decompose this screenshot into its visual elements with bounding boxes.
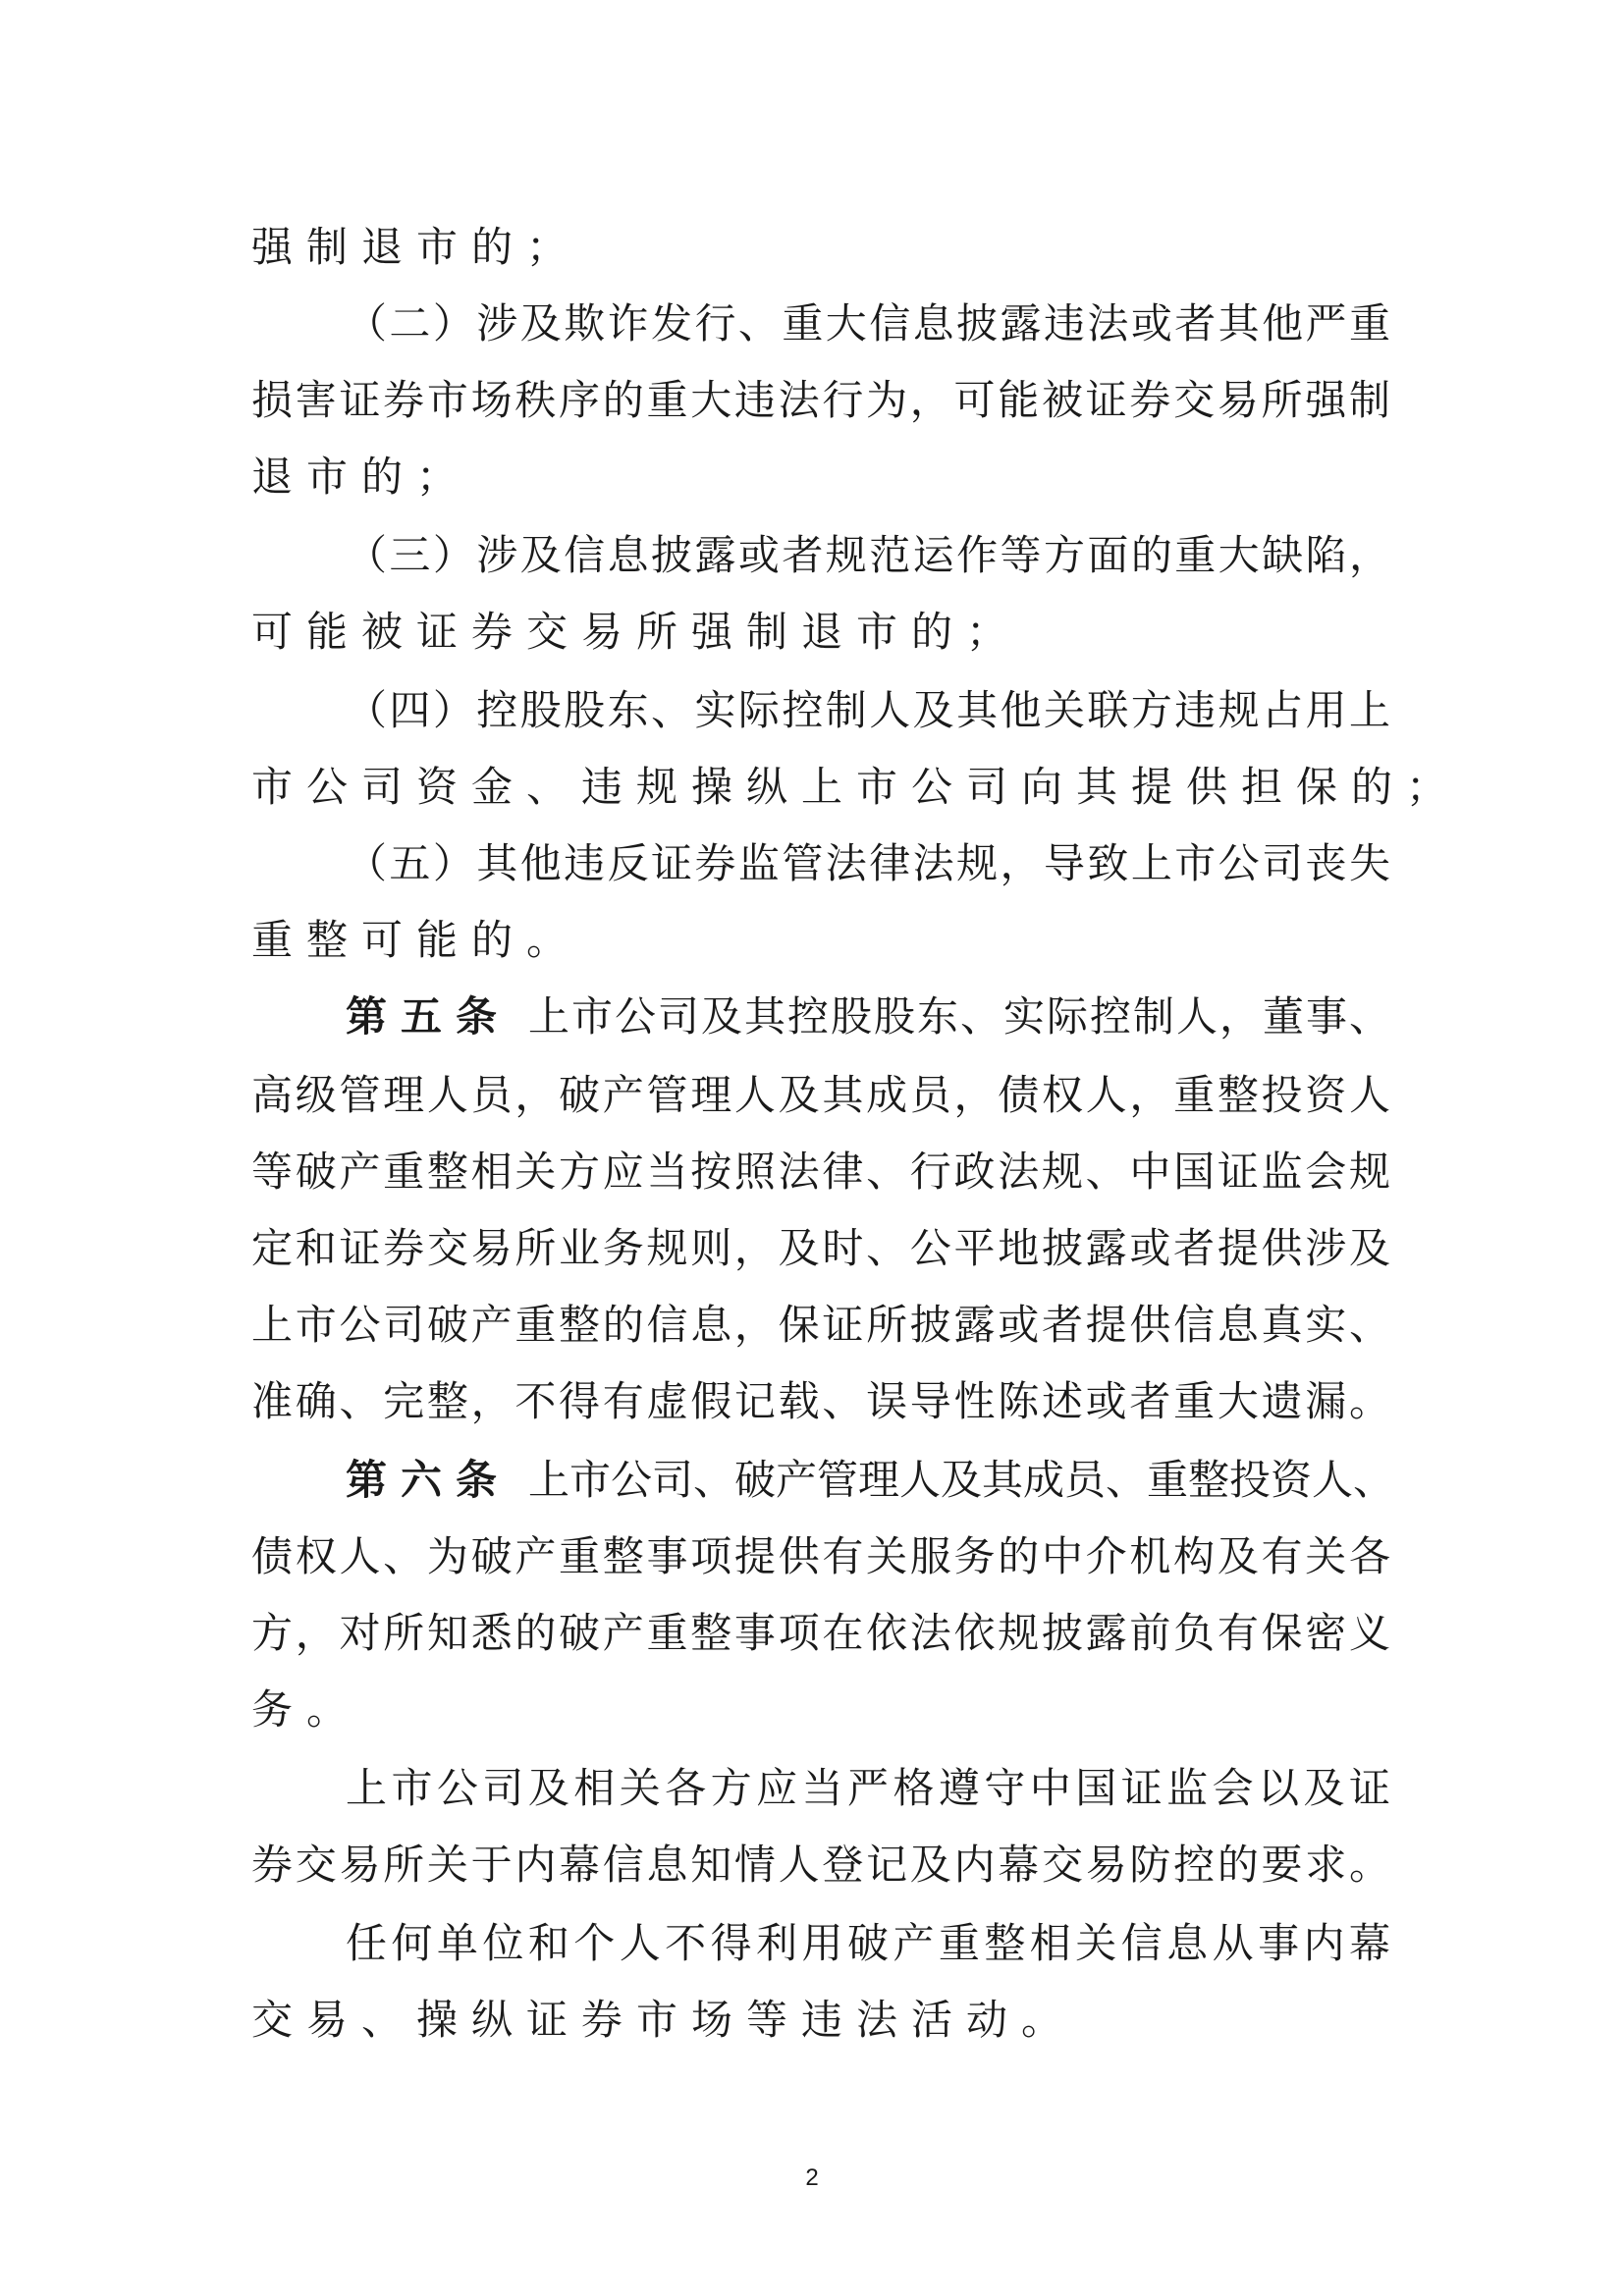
text-line: 券交易所关于内幕信息知情人登记及内幕交易防控的要求。 bbox=[251, 1841, 1390, 1889]
text-line: 等破产重整相关方应当按照法律、行政法规、中国证监会规 bbox=[251, 1148, 1390, 1196]
text-line: 上市公司及相关各方应当严格遵守中国证监会以及证 bbox=[346, 1764, 1390, 1812]
article-six-label: 第六条 bbox=[346, 1456, 512, 1504]
text-line: （二）涉及欺诈发行、重大信息披露违法或者其他严重 bbox=[346, 299, 1390, 347]
text-line: 上市公司破产重整的信息，保证所披露或者提供信息真实、 bbox=[251, 1301, 1390, 1349]
page-number: 2 bbox=[805, 2164, 819, 2191]
text-line: （四）控股股东、实际控制人及其他关联方违规占用上 bbox=[346, 686, 1390, 734]
text-line: 定和证券交易所业务规则，及时、公平地披露或者提供涉及 bbox=[251, 1224, 1390, 1272]
text-line: （三）涉及信息披露或者规范运作等方面的重大缺陷， bbox=[346, 531, 1390, 579]
text-line: 重整可能的。 bbox=[251, 916, 582, 964]
text-line: 债权人、为破产重整事项提供有关服务的中介机构及有关各 bbox=[251, 1532, 1390, 1580]
article-six-heading-line bbox=[346, 1445, 1395, 1516]
text-line: 损害证券市场秩序的重大违法行为，可能被证券交易所强制 bbox=[251, 376, 1390, 424]
text-line: 可能被证券交易所强制退市的； bbox=[251, 608, 1022, 656]
text-line: 强制退市的； bbox=[251, 223, 582, 271]
text-line: 方，对所知悉的破产重整事项在依法依规披露前负有保密义 bbox=[251, 1609, 1390, 1657]
text-line: 高级管理人员，破产管理人及其成员，债权人，重整投资人 bbox=[251, 1071, 1390, 1119]
text-line: 上市公司及其控股股东、实际控制人，董事、 bbox=[528, 992, 1390, 1041]
text-line: 上市公司、破产管理人及其成员、重整投资人、 bbox=[528, 1456, 1395, 1504]
text-line: 务。 bbox=[251, 1685, 362, 1734]
text-line: 任何单位和个人不得利用破产重整相关信息从事内幕 bbox=[346, 1919, 1390, 1967]
text-line: 交易、操纵证券市场等违法活动。 bbox=[251, 1996, 1077, 2044]
text-line: 市公司资金、违规操纵上市公司向其提供担保的； bbox=[251, 763, 1462, 811]
text-line: 退市的； bbox=[251, 453, 472, 501]
article-five-label: 第五条 bbox=[346, 992, 512, 1041]
text-line: （五）其他违反证券监管法律法规，导致上市公司丧失 bbox=[346, 839, 1390, 887]
article-five-heading-line bbox=[346, 982, 1390, 1052]
text-line: 准确、完整，不得有虚假记载、误导性陈述或者重大遗漏。 bbox=[251, 1377, 1390, 1425]
